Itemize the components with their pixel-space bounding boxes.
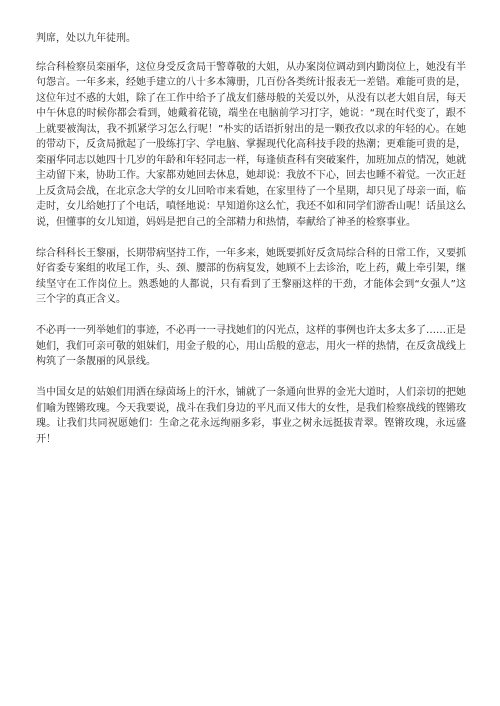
- paragraph-luan-lihua: 综合科检察员栾丽华，这位身受反贪局干警尊敬的大姐，从办案岗位调动到内勤岗位上，她没有半句怨言。一年多来，经她手建立的八十多本簿册，几百份各类统计报表无一差错。难能可贵的是，这位年过不惑的大姐，除了在工作中给予了战友们慈母般的关爱以外，从没有以老大姐自居，每天中午休息的时候你都会看到，她戴着花镜，端坐在电脑前学习打字，她说：“现在时代变了，跟不上就要被淘汰，我不抓紧学习怎么行呢！”朴实的话语折射出的是一颗孜孜以求的年轻的心。在她的带动下，反贪局掀起了一股练打字、学电脑、掌握现代化高科技手段的热潮；更难能可贵的是，栾丽华同志以她四十几岁的年龄和年轻同志一样，每逢侦查科有突破案件，加班加点的情况，她就主动留下来，协助工作。大家都劝她回去休息，她却说：我放不下心，回去也睡不着觉。一次正赶上反贪局会战，在北京念大学的女儿回哈市来看她，在家里待了一个星期，却只见了母亲一面，临走时，女儿给她打了个电话，嗔怪地说：早知道你这么忙，我还不如和同学们游香山呢！话虽这么说，但懂事的女儿知道，妈妈是把自己的全部精力和热情，奉献给了神圣的检察事业。: [36, 61, 466, 228]
- paragraph-verdict: 判席，处以九年徒刑。: [36, 33, 136, 44]
- paragraph-wang-lili: 综合科科长王黎丽，长期带病坚持工作，一年多来，她既要抓好反贪局综合科的日常工作，又要抓好省委专案组的收尾工作，头、颈、腰部的伤病复发，她顾不上去诊治，吃上药，戴上牵引架，继续坚守在工作岗位上。熟悉她的人都说，只有看到了王黎丽这样的干劲，才能体会到“女强人”这三个字的真正含义。: [36, 247, 466, 305]
- document-page: [36, 31, 466, 463]
- paragraph-summary: 不必再一一列举她们的事迹，不必再一一寻找她们的闪光点，这样的事例也许太多太多了……正是她们，我们可亲可敬的姐妹们，用金子般的心，用山岳般的意志，用火一样的热情，在反贪战线上构筑了一条靓丽的风景线。: [36, 325, 466, 367]
- paragraph-conclusion: 当中国女足的姑娘们用洒在绿茵场上的汗水，铺就了一条通向世界的金光大道时，人们亲切的把她们喻为铿锵玫瑰。今天我要说，战斗在我们身边的平凡而又伟大的女性，是我们检察战线的铿锵玫瑰。让我们共同祝愿她们：生命之花永远绚丽多彩，事业之树永远挺拔青翠。铿锵玫瑰，永远盛开！: [36, 387, 466, 445]
